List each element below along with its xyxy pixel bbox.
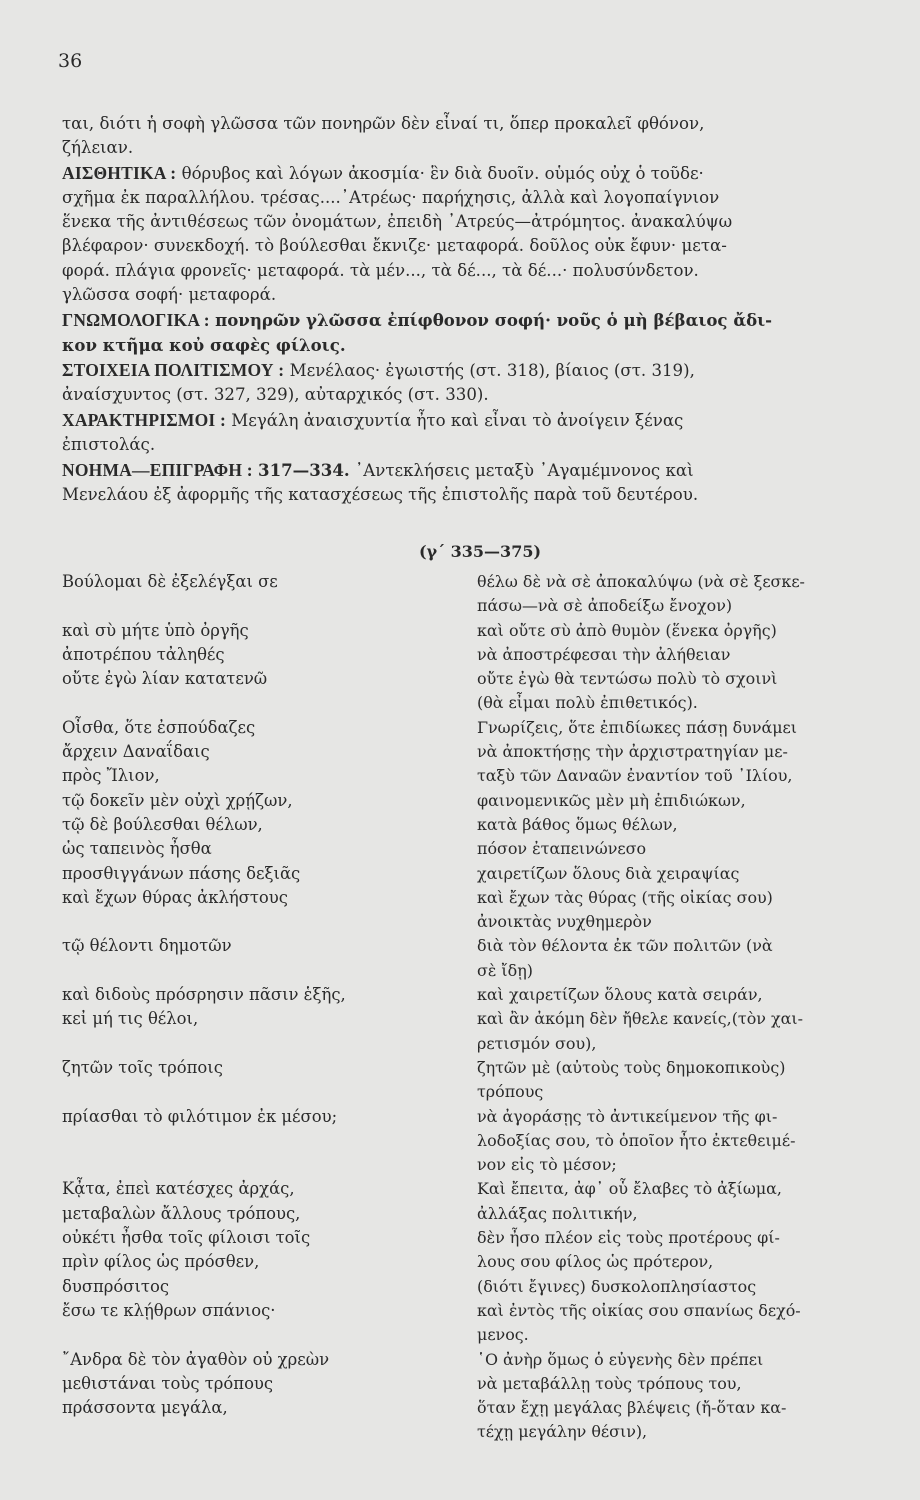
civilization-line: Μενέλαος· ἐγωιστής (στ. 318), βίαιος (στ. 319), — [289, 360, 695, 380]
aesthetic-paragraph — [62, 161, 900, 307]
verse-line: τῷ δὲ βούλεσθαι θέλων, — [62, 814, 263, 834]
verse-line: πρὸς Ἴλιον, — [62, 766, 160, 786]
verse-line: κεἰ μή τις θέλοι, — [62, 1009, 199, 1029]
gnomic-line: πονηρῶν γλῶσσα ἐπίφθονον σοφή· νοῦς ὁ μὴ βέβαιος ἄδι- — [215, 309, 773, 330]
blank-line — [62, 1032, 452, 1056]
verse-line: οὔτε ἐγὼ λίαν κατατενῶ — [62, 669, 268, 689]
aesthetic-line: βλέφαρον· συνεκδοχή. τὸ βούλεσθαι ἔκνιζε· μεταφορά. δοῦλος οὐκ ἔφυν· μετα- — [62, 236, 727, 256]
civilization-label: ΣΤΟΙΧΕΙΑ ΠΟΛΙΤΙΣΜΟΥ : — [62, 359, 285, 380]
aesthetic-label: ΑΙΣΘΗΤΙΚΑ : — [62, 163, 177, 184]
verse-line: ἔσω τε κλῄθρων σπάνιος· — [62, 1300, 276, 1320]
translation-line: (θὰ εἶμαι πολὺ ἐπιθετικός). — [477, 693, 698, 713]
meaning-range: 317—334. — [258, 460, 350, 481]
civilization-paragraph — [62, 358, 900, 407]
verse-line: καὶ διδοὺς πρόσρησιν πᾶσιν ἑξῆς, — [62, 985, 346, 1005]
translation-line: θέλω δὲ νὰ σὲ ἀποκαλύψω (νὰ σὲ ξεσκε- — [477, 572, 805, 591]
translation-line: νὰ μεταβάλλῃ τοὺς τρόπους του, — [477, 1373, 742, 1393]
translation-line: κατὰ βάθος ὅμως θέλων, — [477, 814, 678, 834]
intro-paragraph — [62, 112, 900, 160]
translation-line: καὶ χαιρετίζων ὅλους κατὰ σειράν, — [477, 985, 763, 1005]
greek-text-column — [62, 570, 452, 1420]
verse-line: Οἶσθα, ὅτε ἐσπούδαζες — [62, 717, 256, 737]
blank-line — [62, 594, 452, 618]
meaning-paragraph — [62, 458, 900, 507]
verse-line: ῎Ανδρα δὲ τὸν ἀγαθὸν οὐ χρεὼν — [62, 1349, 330, 1369]
translation-line: νὰ ἀποκτήσῃς τὴν ἀρχιστρατηγίαν με- — [477, 742, 788, 762]
verse-line: ἀποτρέπου τἀληθές — [62, 644, 225, 664]
translation-line: μενος. — [477, 1325, 529, 1345]
aesthetic-line: φορά. πλάγια φρονεῖς· μεταφορά. τὰ μέν..., τὰ δέ..., τὰ δέ...· πολυσύνδετον. — [62, 260, 699, 280]
verse-line: τῷ θέλοντι δημοτῶν — [62, 936, 232, 956]
translation-line: δὲν ἦσο πλέον εἰς τοὺς προτέρους φί- — [477, 1228, 780, 1248]
verse-line: ἄρχειν Δαναΐδαις — [62, 742, 210, 762]
verse-line: Κᾆτα, ἐπεὶ κατέσχες ἀρχάς, — [62, 1179, 295, 1199]
translation-line: πόσον ἐταπεινώνεσο — [477, 839, 647, 859]
blank-line — [62, 1080, 452, 1104]
blank-line — [62, 1129, 452, 1153]
aesthetic-line: γλῶσσα σοφή· μεταφορά. — [62, 284, 277, 304]
gnomic-paragraph — [62, 308, 900, 357]
verse-line: τῷ δοκεῖν μὲν οὐχὶ χρῄζων, — [62, 790, 293, 810]
verse-line: καὶ ἔχων θύρας ἀκλήστους — [62, 887, 288, 907]
translation-line: νον εἰς τὸ μέσον; — [477, 1155, 617, 1175]
translation-line: τέχῃ μεγάλην θέσιν), — [477, 1422, 648, 1442]
gnomic-label: ΓΝΩΜΟΛΟΓΙΚΑ : — [62, 309, 210, 330]
verse-line: Βούλομαι δὲ ἐξελέγξαι σε — [62, 572, 278, 591]
translation-line: ἀλλάξας πολιτικήν, — [477, 1203, 638, 1223]
blank-line — [62, 1153, 452, 1177]
verse-line: προσθιγγάνων πάσης δεξιᾶς — [62, 863, 301, 883]
translation-line: ρετισμόν σου), — [477, 1033, 597, 1053]
blank-line — [62, 959, 452, 983]
civilization-line: ἀναίσχυντος (στ. 327, 329), αὐταρχικός (στ. 330). — [62, 385, 489, 405]
gnomic-line: κον κτῆμα κοὐ σαφὲς φίλοις. — [62, 334, 346, 355]
aesthetic-line: σχῆμα ἐκ παραλλήλου. τρέσας....᾿Ατρέως· παρήχησις, ἀλλὰ καὶ λογοπαίγνιον — [62, 188, 720, 208]
section-heading: (γ´ 335—375) — [418, 542, 542, 561]
translation-line: φαινομενικῶς μὲν μὴ ἐπιδιώκων, — [477, 790, 746, 810]
translation-line: λοδοξίας σου, τὸ ὁποῖον ἦτο ἐκτεθειμέ- — [477, 1130, 796, 1150]
meaning-line: ᾿Αντεκλήσεις μεταξὺ ᾿Αγαμέμνονος καὶ — [354, 461, 694, 481]
intro-line: ται, διότι ἡ σοφὴ γλῶσσα τῶν πονηρῶν δὲν εἶναί τι, ὅπερ προκαλεῖ φθόνον, — [62, 114, 705, 133]
intro-line: ζήλειαν. — [62, 138, 134, 158]
verse-line: πρὶν φίλος ὡς πρόσθεν, — [62, 1252, 260, 1272]
translation-line: ταξὺ τῶν Δαναῶν ἐναντίον τοῦ ᾿Ιλίου, — [477, 766, 793, 786]
verse-line: καὶ σὺ μήτε ὑπὸ ὀργῆς — [62, 620, 249, 640]
translation-line: νὰ ἀγοράσῃς τὸ ἀντικείμενον τῆς φι- — [477, 1106, 778, 1126]
verse-line: μεταβαλὼν ἄλλους τρόπους, — [62, 1203, 301, 1223]
translation-line: ὅταν ἔχῃ μεγάλας βλέψεις (ἤ-ὅταν κα- — [477, 1398, 787, 1418]
characterization-line: ἐπιστολάς. — [62, 435, 156, 455]
translation-line: λους σου φίλος ὡς πρότερον, — [477, 1252, 714, 1272]
translation-line: καὶ ἐντὸς τῆς οἰκίας σου σπανίως δεχό- — [477, 1300, 801, 1320]
translation-line: χαιρετίζων ὅλους διὰ χειραψίας — [477, 863, 740, 883]
characterization-paragraph — [62, 408, 900, 457]
meaning-line: Μενελάου ἐξ ἀφορμῆς τῆς κατασχέσεως τῆς ἐπιστολῆς παρὰ τοῦ δευτέρου. — [62, 485, 699, 505]
verse-line: ζητῶν τοῖς τρόποις — [62, 1057, 223, 1077]
translation-line: καὶ ἂν ἀκόμη δὲν ἤθελε κανείς,(τὸν χαι- — [477, 1009, 803, 1029]
characterization-line: Μεγάλη ἀναισχυντία ἦτο καὶ εἶναι τὸ ἀνοίγειν ξένας — [231, 411, 684, 431]
verse-line: πράσσοντα μεγάλα, — [62, 1398, 228, 1418]
translation-line: σὲ ἴδῃ) — [477, 960, 533, 980]
verse-line: ὡς ταπεινὸς ἦσθα — [62, 839, 212, 859]
verse-line: μεθιστάναι τοὺς τρόπους — [62, 1373, 274, 1393]
aesthetic-line: ἕνεκα τῆς ἀντιθέσεως τῶν ὀνομάτων, ἐπειδὴ ᾿Ατρεύς—ἀτρόμητος. ἀνακαλύψω — [62, 212, 733, 232]
meaning-label: ΝΟΗΜΑ—ΕΠΙΓΡΑΦΗ : — [62, 460, 253, 481]
page-number: 36 — [58, 50, 83, 72]
translation-line: πάσω—νὰ σὲ ἀποδείξω ἔνοχον) — [477, 596, 733, 616]
blank-line — [62, 910, 452, 934]
translation-line: ἀνοικτὰς νυχθημερὸν — [477, 912, 652, 932]
blank-line — [62, 691, 452, 715]
translation-column — [477, 570, 907, 1445]
translation-line: οὔτε ἐγὼ θὰ τεντώσω πολὺ τὸ σχοινὶ — [477, 669, 778, 689]
verse-line: οὐκέτι ἦσθα τοῖς φίλοισι τοῖς — [62, 1228, 311, 1248]
translation-line: καὶ οὔτε σὺ ἀπὸ θυμὸν (ἕνεκα ὀργῆς) — [477, 620, 777, 640]
translation-line: διὰ τὸν θέλοντα ἐκ τῶν πολιτῶν (νὰ — [477, 936, 773, 956]
translation-line: Καὶ ἔπειτα, ἀφ᾿ οὗ ἔλαβες τὸ ἀξίωμα, — [477, 1179, 782, 1199]
translation-line: καὶ ἔχων τὰς θύρας (τῆς οἰκίας σου) — [477, 887, 773, 907]
translation-line: ῾Ο ἀνὴρ ὅμως ὁ εὐγενὴς δὲν πρέπει — [477, 1349, 764, 1369]
aesthetic-line: θόρυβος καὶ λόγων ἀκοσμία· ἓν διὰ δυοῖν. οὑμός οὐχ ὁ τοῦδε· — [181, 164, 704, 184]
verse-line: πρίασθαι τὸ φιλότιμον ἐκ μέσου; — [62, 1106, 338, 1126]
characterization-label: ΧΑΡΑΚΤΗΡΙΣΜΟΙ : — [62, 410, 227, 431]
commentary-block — [62, 112, 900, 508]
translation-line: τρόπους — [477, 1082, 544, 1102]
translation-line: (διότι ἔγινες) δυσκολοπλησίαστος — [477, 1276, 757, 1296]
translation-line: Γνωρίζεις, ὅτε ἐπιδίωκες πάσῃ δυνάμει — [477, 717, 798, 737]
verse-line: δυσπρόσιτος — [62, 1276, 170, 1296]
translation-line: νὰ ἀποστρέφεσαι τὴν ἀλήθειαν — [477, 644, 731, 664]
blank-line — [62, 1323, 452, 1347]
translation-line: ζητῶν μὲ (αὐτοὺς τοὺς δημοκοπικοὺς) — [477, 1057, 786, 1077]
